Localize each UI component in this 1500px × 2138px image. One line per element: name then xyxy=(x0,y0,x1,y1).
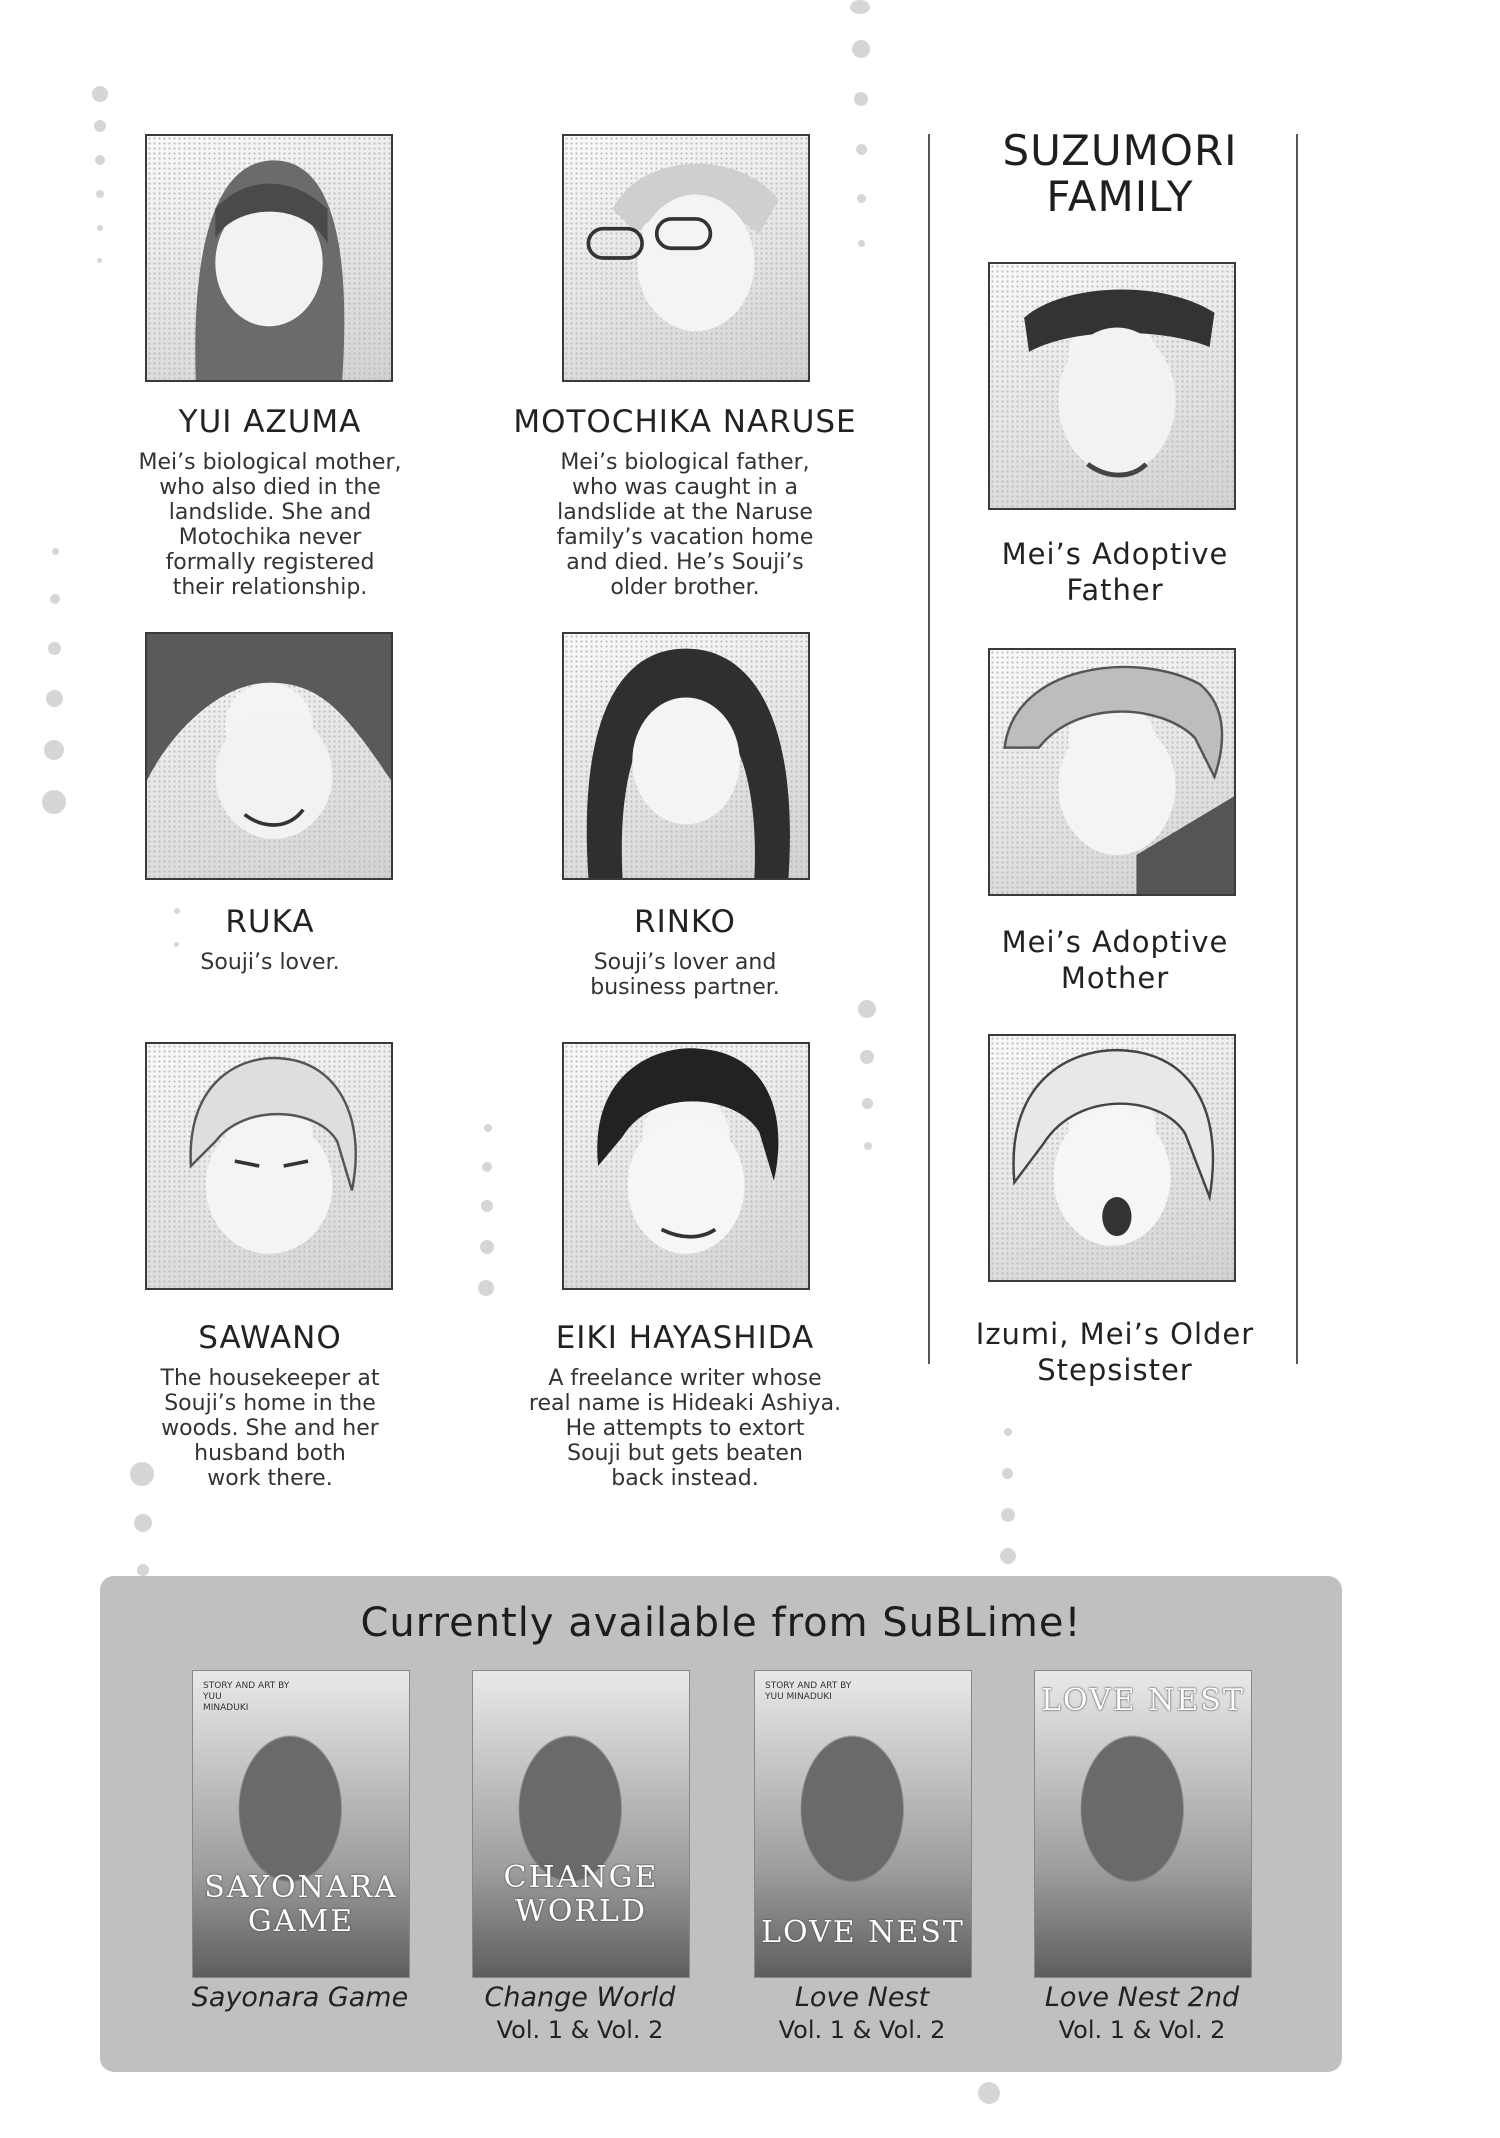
family-column-right-rule xyxy=(1296,134,1298,1364)
book-series: Sayonara Game xyxy=(191,1982,409,2013)
character-name: MOTOCHIKA NARUSE xyxy=(513,404,857,440)
decorative-dot xyxy=(1001,1508,1015,1522)
family-portrait-izumi xyxy=(988,1034,1236,1282)
family-column-left-rule xyxy=(928,134,930,1364)
character-description: Souji’s lover and business partner. xyxy=(590,950,780,1000)
cover-credit: STORY AND ART BY YUU MINADUKI xyxy=(765,1681,852,1702)
decorative-dot xyxy=(94,120,106,132)
decorative-dot xyxy=(1002,1468,1013,1479)
character-name: YUI AZUMA xyxy=(178,404,362,440)
cover-title: CHANGE WORLD xyxy=(503,1860,659,1929)
decorative-dot xyxy=(1000,1548,1016,1564)
book-volumes: Vol. 1 & Vol. 2 xyxy=(1058,2016,1226,2044)
character-name: SAWANO xyxy=(198,1320,342,1356)
character-portrait-rinko xyxy=(562,632,810,880)
decorative-dot xyxy=(48,642,61,655)
decorative-dot xyxy=(96,190,104,198)
decorative-dot xyxy=(864,1142,872,1150)
character-description: Mei’s biological mother, who also died in the landslide. She and Motochika never formally registered their relationship. xyxy=(138,450,402,600)
character-description: The housekeeper at Souji’s home in the woods. She and her husband both work there. xyxy=(160,1366,380,1491)
decorative-dot xyxy=(860,1050,874,1064)
decorative-dot xyxy=(92,86,108,102)
character-name: RINKO xyxy=(634,904,736,940)
book-series: Change World xyxy=(484,1982,676,2013)
decorative-dot xyxy=(174,942,179,947)
decorative-dot xyxy=(95,155,105,165)
cover-title: LOVE NEST xyxy=(761,1915,965,1950)
character-name: RUKA xyxy=(225,904,315,940)
promo-box xyxy=(100,1576,1342,2072)
decorative-dot xyxy=(862,1098,873,1109)
family-portrait-adoptive-mother xyxy=(988,648,1236,896)
decorative-dot xyxy=(97,258,102,263)
character-name: EIKI HAYASHIDA xyxy=(555,1320,815,1356)
family-role: Mei’s Adoptive Mother xyxy=(1001,925,1229,995)
family-role: Izumi, Mei’s Older Stepsister xyxy=(975,1317,1255,1387)
cover-credit: STORY AND ART BY YUU MINADUKI xyxy=(203,1681,290,1713)
character-portrait-motochika-naruse xyxy=(562,134,810,382)
decorative-dot xyxy=(50,594,60,604)
decorative-dot xyxy=(97,225,103,231)
book-cover-love-nest[interactable] xyxy=(754,1670,972,1978)
character-description: A freelance writer whose real name is Hideaki Ashiya. He attempts to extort Souji but gets beaten back instead. xyxy=(528,1366,842,1491)
character-description: Souji’s lover. xyxy=(200,950,340,975)
character-description: Mei’s biological father, who was caught in a landslide at the Naruse family’s vacation home and died. He’s Souji’s older brother. xyxy=(556,450,814,600)
decorative-dot xyxy=(482,1162,492,1172)
decorative-dot xyxy=(856,144,867,155)
decorative-dot xyxy=(854,92,868,106)
character-portrait-sawano xyxy=(145,1042,393,1290)
decorative-dot xyxy=(52,548,59,555)
book-cover-change-world[interactable] xyxy=(472,1670,690,1978)
decorative-dot xyxy=(481,1200,493,1212)
decorative-dot xyxy=(852,40,870,58)
book-volumes: Vol. 1 & Vol. 2 xyxy=(778,2016,946,2044)
book-cover-sayonara-game[interactable] xyxy=(192,1670,410,1978)
cover-title: SAYONARA GAME xyxy=(204,1870,398,1939)
character-portrait-ruka xyxy=(145,632,393,880)
decorative-dot xyxy=(858,240,865,247)
decorative-dot xyxy=(978,2082,1000,2104)
decorative-dot xyxy=(137,1564,149,1576)
family-role: Mei’s Adoptive Father xyxy=(1001,537,1229,607)
decorative-dot xyxy=(850,0,870,14)
decorative-dot xyxy=(858,1000,876,1018)
family-heading: SUZUMORI FAMILY xyxy=(1002,126,1238,221)
character-portrait-yui-azuma xyxy=(145,134,393,382)
book-series: Love Nest xyxy=(794,1982,930,2013)
character-portrait-eiki-hayashida xyxy=(562,1042,810,1290)
decorative-dot xyxy=(480,1240,494,1254)
book-volumes: Vol. 1 & Vol. 2 xyxy=(496,2016,664,2044)
family-portrait-adoptive-father xyxy=(988,262,1236,510)
promo-title: Currently available from SuBLime! xyxy=(360,1600,1082,1646)
decorative-dot xyxy=(484,1124,492,1132)
decorative-dot xyxy=(478,1280,494,1296)
book-series: Love Nest 2nd xyxy=(1044,1982,1240,2013)
cover-title: LOVE NEST xyxy=(1041,1683,1245,1718)
decorative-dot xyxy=(134,1514,152,1532)
decorative-dot xyxy=(857,194,866,203)
book-cover-love-nest-2nd[interactable] xyxy=(1034,1670,1252,1978)
decorative-dot xyxy=(1004,1428,1012,1436)
decorative-dot xyxy=(42,790,66,814)
decorative-dot xyxy=(44,740,64,760)
decorative-dot xyxy=(46,690,63,707)
